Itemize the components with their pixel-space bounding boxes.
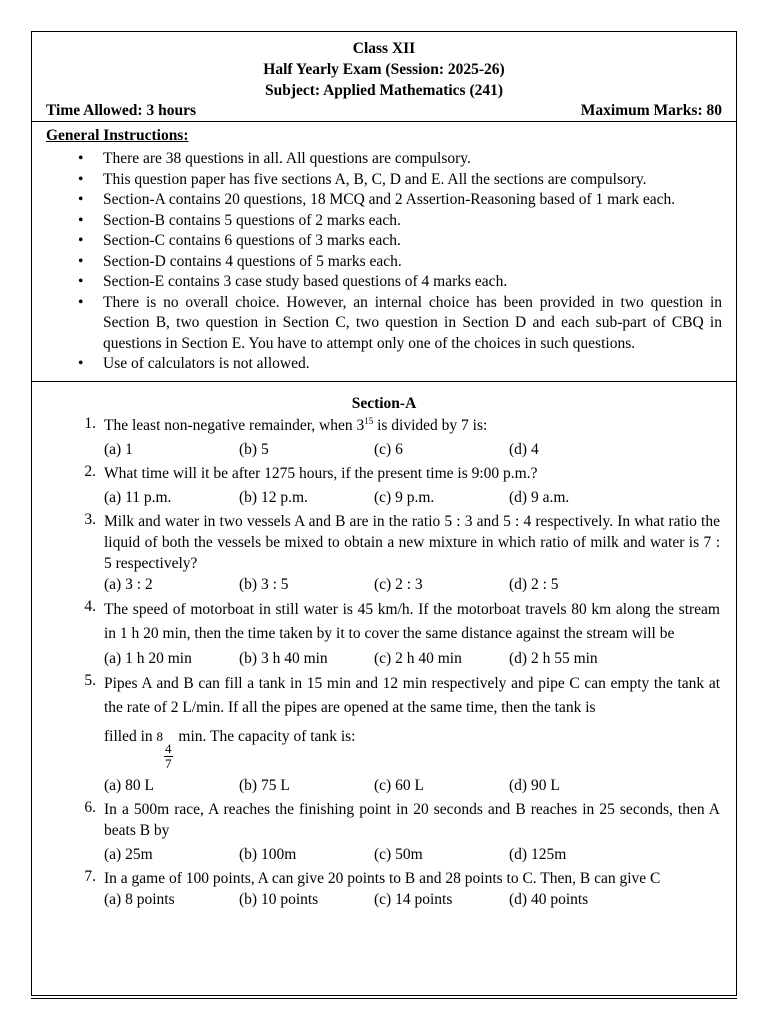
- option-c: (c) 14 points: [374, 890, 453, 908]
- option-c: (c) 2 h 40 min: [374, 649, 462, 667]
- option-d: (d) 125m: [509, 845, 567, 863]
- time-allowed: Time Allowed: 3 hours: [46, 102, 196, 119]
- instruction-item: • Section-C contains 6 questions of 3 marks each.: [78, 231, 722, 252]
- fraction-denominator: 7: [165, 755, 172, 771]
- question-text: The speed of motorboat in still water is 45 km/h. If the motorboat travels 80 km along the stream in 1 h 20 min, then the time taken by it to cover the same distance against the stream will be: [104, 600, 720, 642]
- option-d: (d) 2 h 55 min: [509, 649, 598, 667]
- page-border-bottom-line: [31, 998, 737, 999]
- instructions-list: [46, 149, 722, 375]
- section-title: Section-A: [351, 394, 417, 412]
- question-4: [68, 598, 722, 669]
- page-border: [31, 31, 737, 996]
- question-number: 2.: [84, 462, 96, 480]
- class-title: Class XII: [352, 40, 416, 57]
- exam-title: Half Yearly Exam (Session: 2025-26): [263, 61, 505, 78]
- question-number: 7.: [84, 867, 96, 885]
- answer-options: [104, 574, 720, 595]
- subject-title: Subject: Applied Mathematics (241): [264, 82, 504, 99]
- question-text: Milk and water in two vessels A and B are in the ratio 5 : 3 and 5 : 4 respectively. In what ratio the liquid of both the vessels be mixed to obtain a new mixture in which ratio of milk and water is 7 : 5 respectively?: [104, 512, 720, 572]
- answer-options: [104, 844, 720, 865]
- question-text: The least non-negative remainder, when $3^{15}$ is divided by 7 is:: [104, 415, 488, 434]
- general-instructions: [32, 122, 736, 375]
- question-text: What time will it be after 1275 hours, if the present time is 9:00 p.m.?: [104, 464, 538, 482]
- option-d: (d) 40 points: [509, 890, 589, 908]
- option-b: (b) 3 : 5: [239, 575, 289, 593]
- answer-options: [104, 439, 720, 460]
- instruction-item: • There are 38 questions in all. All questions are compulsory.: [78, 149, 722, 170]
- question-list: [46, 415, 722, 910]
- option-a: (a) 11 p.m.: [104, 488, 172, 506]
- question-number: 6.: [84, 798, 96, 816]
- bullet-icon: •: [78, 211, 84, 229]
- instructions-divider: [32, 381, 736, 382]
- option-c: (c) 50m: [374, 845, 423, 863]
- instruction-item: • Section-B contains 5 questions of 2 marks each.: [78, 211, 722, 232]
- instruction-item: • Section-A contains 20 questions, 18 MCQ and 2 Assertion-Reasoning based of 1 mark each.: [78, 190, 722, 211]
- bullet-icon: •: [78, 273, 84, 290]
- question-text: In a game of 100 points, A can give 20 points to B and 28 points to C. Then, B can give C: [104, 869, 661, 887]
- question-number: 5.: [84, 671, 96, 689]
- instruction-item: • There is no overall choice. However, an internal choice has been provided in two question in Section B, two question in Section C, two question in Section D and each sub-part of CBQ in questions in Section E. You have to attempt only one of the choices in such questions.: [78, 293, 722, 352]
- bullet-icon: •: [78, 170, 84, 188]
- instruction-item: • Section-E contains 3 case study based questions of 4 marks each.: [78, 272, 722, 293]
- question-text: Pipes A and B can fill a tank in 15 min and 12 min respectively and pipe C can empty the tank at the rate of 2 L/min. If all the pipes are opened at the same time, then the tank is: [104, 674, 720, 716]
- fraction-numerator: 4: [165, 740, 172, 756]
- option-b: (b) 12 p.m.: [239, 488, 308, 506]
- option-b: (b) 100m: [239, 845, 297, 863]
- option-d: (d) 2 : 5: [509, 575, 559, 593]
- option-a: (a) 3 : 2: [104, 575, 153, 593]
- bullet-icon: •: [78, 191, 84, 208]
- instruction-item: • Use of calculators is not allowed.: [78, 354, 722, 375]
- exam-meta-row: [32, 101, 736, 121]
- question-text-fraction-line: filled in 8 $\frac{4}{7}$ min. The capacity of tank is:: [104, 727, 356, 771]
- question-2: [68, 463, 722, 508]
- option-a: (a) 1 h 20 min: [104, 649, 192, 667]
- option-d: (d) 90 L: [509, 776, 560, 794]
- bullet-icon: •: [78, 293, 84, 311]
- question-text: In a 500m race, A reaches the finishing point in 20 seconds and B reaches in 25 seconds, then A beats B by: [104, 800, 720, 839]
- bullet-icon: •: [78, 355, 84, 372]
- instructions-title: General Instructions:: [46, 127, 189, 144]
- option-b: (b) 3 h 40 min: [239, 649, 328, 667]
- fraction: [164, 742, 173, 771]
- question-7: [68, 868, 722, 910]
- maximum-marks: Maximum Marks: 80: [580, 102, 722, 119]
- option-a: (a) 8 points: [104, 890, 175, 908]
- option-a: (a) 1: [104, 440, 133, 458]
- question-5: [68, 672, 722, 796]
- question-number: 3.: [84, 510, 96, 528]
- bullet-icon: •: [78, 252, 84, 270]
- instruction-item: • Section-D contains 4 questions of 5 marks each.: [78, 252, 722, 273]
- question-number: 1.: [84, 414, 96, 432]
- answer-options: [104, 889, 720, 910]
- section-a: [32, 393, 736, 910]
- option-b: (b) 5: [239, 440, 269, 458]
- option-d: (d) 9 a.m.: [509, 488, 570, 506]
- bullet-icon: •: [78, 232, 84, 249]
- exponent: 15: [364, 415, 374, 426]
- option-d: (d) 4: [509, 440, 539, 458]
- question-1: [68, 415, 722, 460]
- option-c: (c) 9 p.m.: [374, 488, 435, 506]
- paper-header: [32, 32, 736, 101]
- answer-options: [104, 648, 720, 669]
- question-3: [68, 511, 722, 595]
- answer-options: [104, 487, 720, 508]
- option-a: (a) 25m: [104, 845, 153, 863]
- option-b: (b) 10 points: [239, 890, 319, 908]
- question-6: [68, 799, 722, 865]
- option-a: (a) 80 L: [104, 776, 154, 794]
- mixed-number-whole: 8: [156, 728, 164, 744]
- bullet-icon: •: [78, 150, 84, 167]
- option-b: (b) 75 L: [239, 776, 290, 794]
- option-c: (c) 60 L: [374, 776, 424, 794]
- option-c: (c) 6: [374, 440, 403, 458]
- answer-options: [104, 775, 720, 796]
- option-c: (c) 2 : 3: [374, 575, 423, 593]
- instruction-item: • This question paper has five sections A, B, C, D and E. All the sections are compulsory.: [78, 170, 722, 191]
- question-number: 4.: [84, 597, 96, 615]
